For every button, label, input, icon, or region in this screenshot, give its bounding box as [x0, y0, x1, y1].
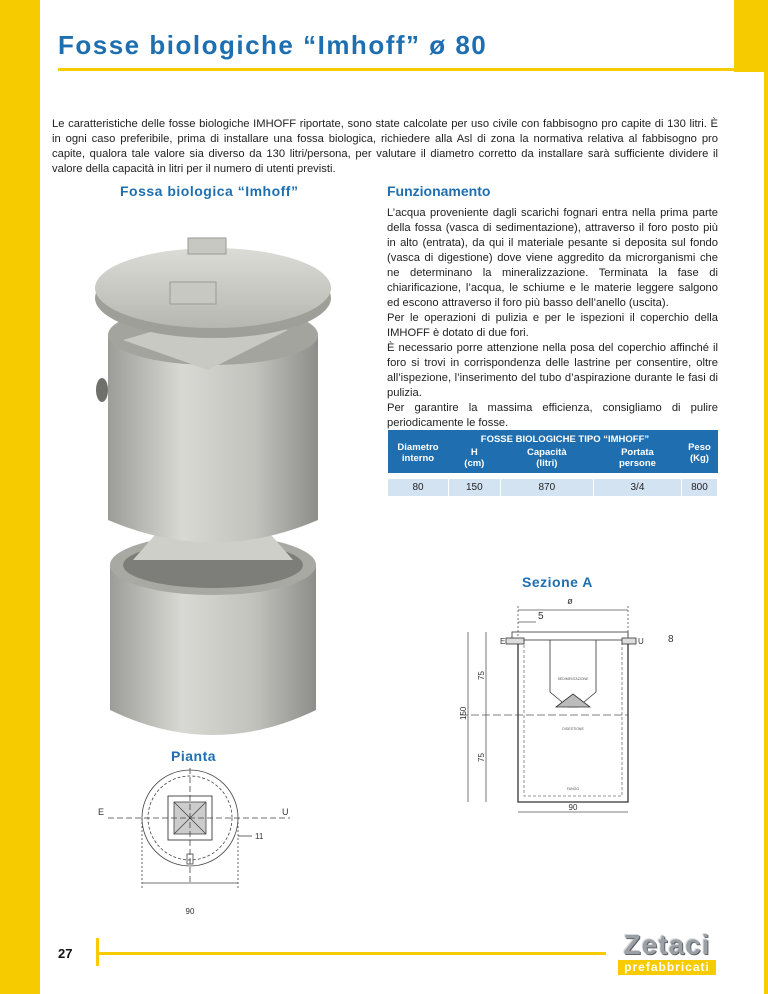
cell-h: 150	[449, 479, 501, 497]
cell-peso: 800	[681, 479, 717, 497]
cell-portata: 3/4	[594, 479, 682, 497]
header-h: H (cm)	[449, 446, 501, 473]
funzionamento-heading: Funzionamento	[387, 183, 491, 199]
cell-diametro: 80	[388, 479, 449, 497]
inspection-plate-rear	[188, 238, 226, 254]
cell-capacita: 870	[500, 479, 593, 497]
fossa-heading: Fossa biologica “Imhoff”	[120, 183, 299, 199]
header-portata: Portata persone	[594, 446, 682, 473]
diameter-label: ø	[567, 596, 573, 606]
section-drawing	[450, 592, 690, 822]
page-number: 27	[58, 946, 73, 961]
lower-height-label: 75	[477, 753, 486, 762]
table-row	[388, 479, 718, 497]
funzionamento-p3: È necessario porre attenzione nella posa del coperchio affinché il foro si trovi in corrispondenza delle lastrine per consentire, oltre all’ispezione, l’inserimento del tubo d’aspirazione durante le fasi di pulizia.	[387, 342, 718, 399]
intro-paragraph: Le caratteristiche delle fosse biologiche IMHOFF riportate, sono state calcolate per uso civile con fabbisogno pro capite di 130 litri. È in ogni caso preferibile, prima di installare una fossa biologica, richiedere alla Asl di zona la normativa relativa al fabbisogno pro capite, qualora tale valore sia diverso da 130 litri/persona, per valutare il diametro corretto da installare sarà sufficiente dividere il valore della capacità in litri per il numero di utenti previsti.	[52, 118, 718, 175]
total-height-label: 150	[459, 706, 468, 720]
hopper-deflector	[556, 694, 590, 707]
table-caption: FOSSE BIOLOGICHE TIPO “IMHOFF”	[449, 430, 682, 446]
right-accent-edge	[764, 72, 768, 994]
specs-table	[387, 430, 718, 497]
plan-outlet-label: U	[282, 807, 289, 817]
plan-inlet-label: E	[98, 807, 105, 817]
section-width-label: 90	[568, 803, 578, 812]
footer-rule	[96, 952, 606, 955]
left-accent-bar	[0, 0, 40, 994]
pianta-heading: Pianta	[171, 748, 217, 764]
inner-wall	[524, 640, 622, 796]
right-accent-tab	[734, 0, 768, 72]
section-inlet-label: E	[500, 637, 506, 646]
side-dim-label: 8	[668, 634, 674, 645]
header-diametro: Diametro interno	[388, 430, 449, 473]
fango-label: FANGO	[566, 787, 580, 791]
inlet-hole	[96, 378, 108, 402]
funzionamento-p4: Per garantire la massima efficienza, consigliamo di pulire periodicamente le fosse.	[387, 402, 718, 429]
plan-width-label: 90	[185, 907, 195, 916]
funzionamento-p2: Per le operazioni di pulizia e per le ispezioni il coperchio della IMHOFF è dotato di due fori.	[387, 312, 718, 339]
inlet-pipe	[506, 638, 524, 644]
header-peso: Peso (Kg)	[681, 430, 717, 473]
outlet-pipe	[622, 638, 636, 644]
section-outlet-label: U	[638, 637, 644, 646]
sezione-heading: Sezione A	[522, 574, 593, 590]
funzionamento-text	[387, 206, 718, 431]
inspection-plate-front	[170, 282, 216, 304]
logo-subtitle: prefabbricati	[618, 960, 716, 975]
wall-dim-label: 5	[538, 611, 544, 622]
zetaci-logo	[612, 930, 722, 975]
logo-brand: Zetaci	[623, 929, 711, 960]
title-underline	[58, 68, 762, 71]
digestione-label: DIGESTIONE	[562, 727, 584, 731]
page-title: Fosse biologiche “Imhoff” ø 80	[58, 30, 488, 60]
imhoff-tank-photo	[88, 220, 338, 750]
sedimentazione-label: SEDIMENTAZIONE	[557, 677, 589, 681]
upper-height-label: 75	[477, 671, 486, 680]
plan-pipe-dim-label: 11	[255, 832, 264, 841]
funzionamento-p1: L’acqua proveniente dagli scarichi fognari entra nella prima parte della fossa (vasca di sedimentazione), attraverso il foro posto più in alto (entrata), da qui il materiale pesante si deposita sul fondo (vasca di digestione) dove viene aggredito da microrganismi che ne determinano la mineralizzazione. Terminata la fase di chiarificazione, l’acqua, le schiume e le materie leggere salgono ed escono attraverso il foro più basso dell’anello (uscita).	[387, 207, 718, 309]
plan-drawing	[90, 768, 310, 918]
outer-wall	[518, 640, 628, 802]
section-lid	[512, 632, 628, 640]
header-capacita: Capacità (litri)	[500, 446, 593, 473]
